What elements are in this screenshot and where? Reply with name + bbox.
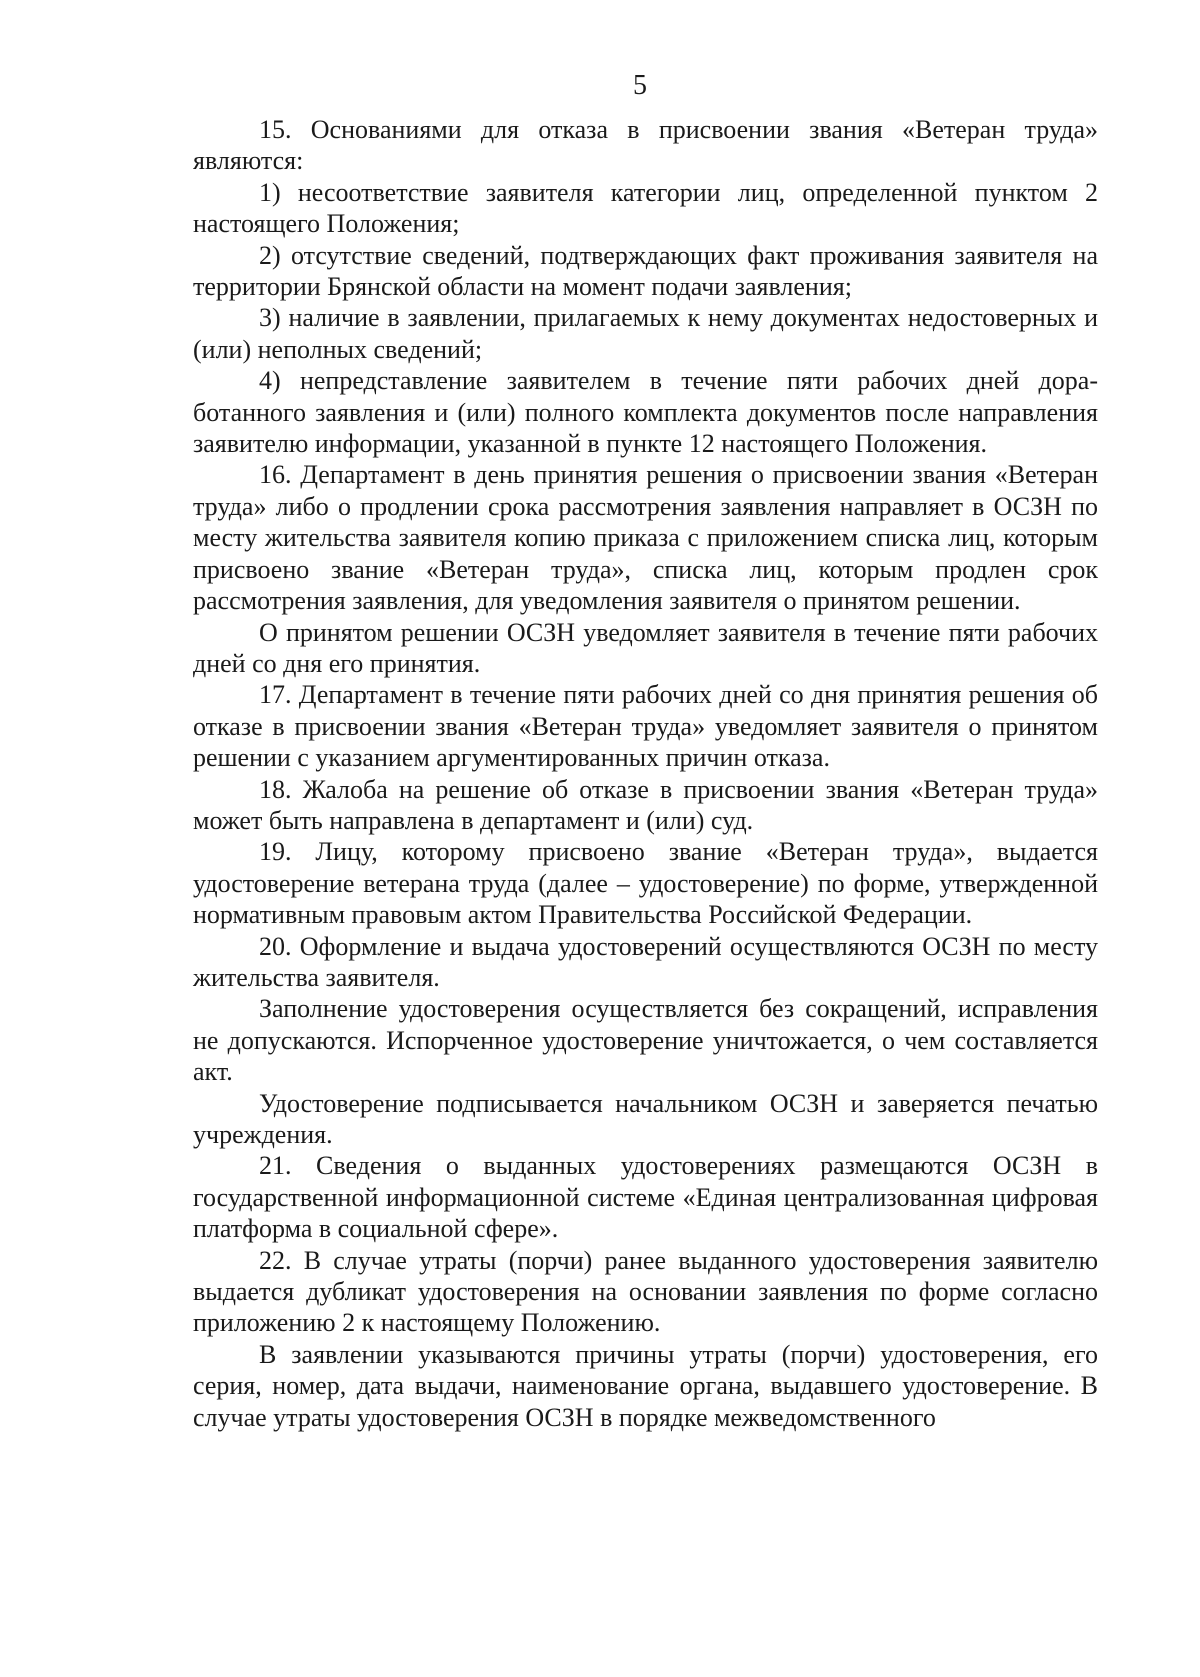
- paragraph-15: 15. Основаниями для отказа в присвоении звания «Ветеран труда» являются:: [193, 115, 1098, 176]
- list-item-1: 1) несоответствие заявителя категории лиц, определенной пунктом 2 настоящего Положения;: [193, 177, 1098, 239]
- paragraph-22-details: В заявлении указываются причины утраты (порчи) удостоверения, его серия, номер, дата выдачи, наименование органа, выдавшего удостоверение. В случае утраты удостоверения ОСЗН в порядке межведомственного: [193, 1339, 1098, 1432]
- document-body: [193, 114, 1098, 1433]
- paragraph-21: 21. Сведения о выданных удостоверениях размещаются ОСЗН в государственной информационной системе «Единая централизованная цифровая платформа в социальной сфере».: [193, 1151, 1098, 1244]
- paragraph-16-note: О принятом решении ОСЗН уведомляет заявителя в течение пяти рабочих дней со дня его принятия.: [193, 617, 1098, 678]
- list-item-4: 4) непредставление заявителем в течение пяти рабочих дней доработанного заявления и (или) полного комплекта документов после направления заявителю информации, указанной в пункте 12 настоящего Положения.: [193, 366, 1098, 459]
- paragraph-18: 18. Жалоба на решение об отказе в присвоении звания «Ветеран труда» может быть направлена в департамент и (или) суд.: [193, 774, 1098, 835]
- list-item-3: 3) наличие в заявлении, прилагаемых к нему документах недостоверных и (или) неполных сведений;: [193, 303, 1098, 364]
- paragraph-20: 20. Оформление и выдача удостоверений осуществляются ОСЗН по месту жительства заявителя.: [193, 931, 1098, 992]
- list-item-2: 2) отсутствие сведений, подтверждающих факт проживания заявителя на территории Брянской области на момент подачи заявления;: [193, 240, 1098, 302]
- paragraph-20-filling: Заполнение удостоверения осуществляется без сокращений, исправления не допускаются. Испорченное удостоверение уничтожается, о чем составляется акт.: [193, 994, 1098, 1087]
- paragraph-22: 22. В случае утраты (порчи) ранее выданного удостоверения заявителю выдается дубликат удостоверения на основании заявления по форме согласно приложению 2 к настоящему Положению.: [193, 1245, 1098, 1338]
- paragraph-17: 17. Департамент в течение пяти рабочих дней со дня принятия решения об отказе в присвоении звания «Ветеран труда» уведомляет заявителя о принятом решении с указанием аргументированных причин отказа.: [193, 680, 1098, 773]
- page-number: 5: [633, 70, 647, 101]
- paragraph-16: 16. Департамент в день принятия решения о присвоении звания «Ветеран труда» либо о продлении срока рассмотрения заявления направляет в ОСЗН по месту жительства заявителя копию приказа с приложением списка лиц, которым присвоено звание «Ветеран труда», списка лиц, которым продлен срок рассмотрения заявления, для уведомления заявителя о принятом решении.: [193, 460, 1098, 616]
- paragraph-20-signing: Удостоверение подписывается начальником ОСЗН и заверяется печатью учреждения.: [193, 1088, 1098, 1149]
- paragraph-19: 19. Лицу, которому присвоено звание «Ветеран труда», выдается удостоверение ветерана труда (далее – удостоверение) по форме, утвержденной нормативным правовым актом Правительства Российской Федерации.: [193, 837, 1098, 930]
